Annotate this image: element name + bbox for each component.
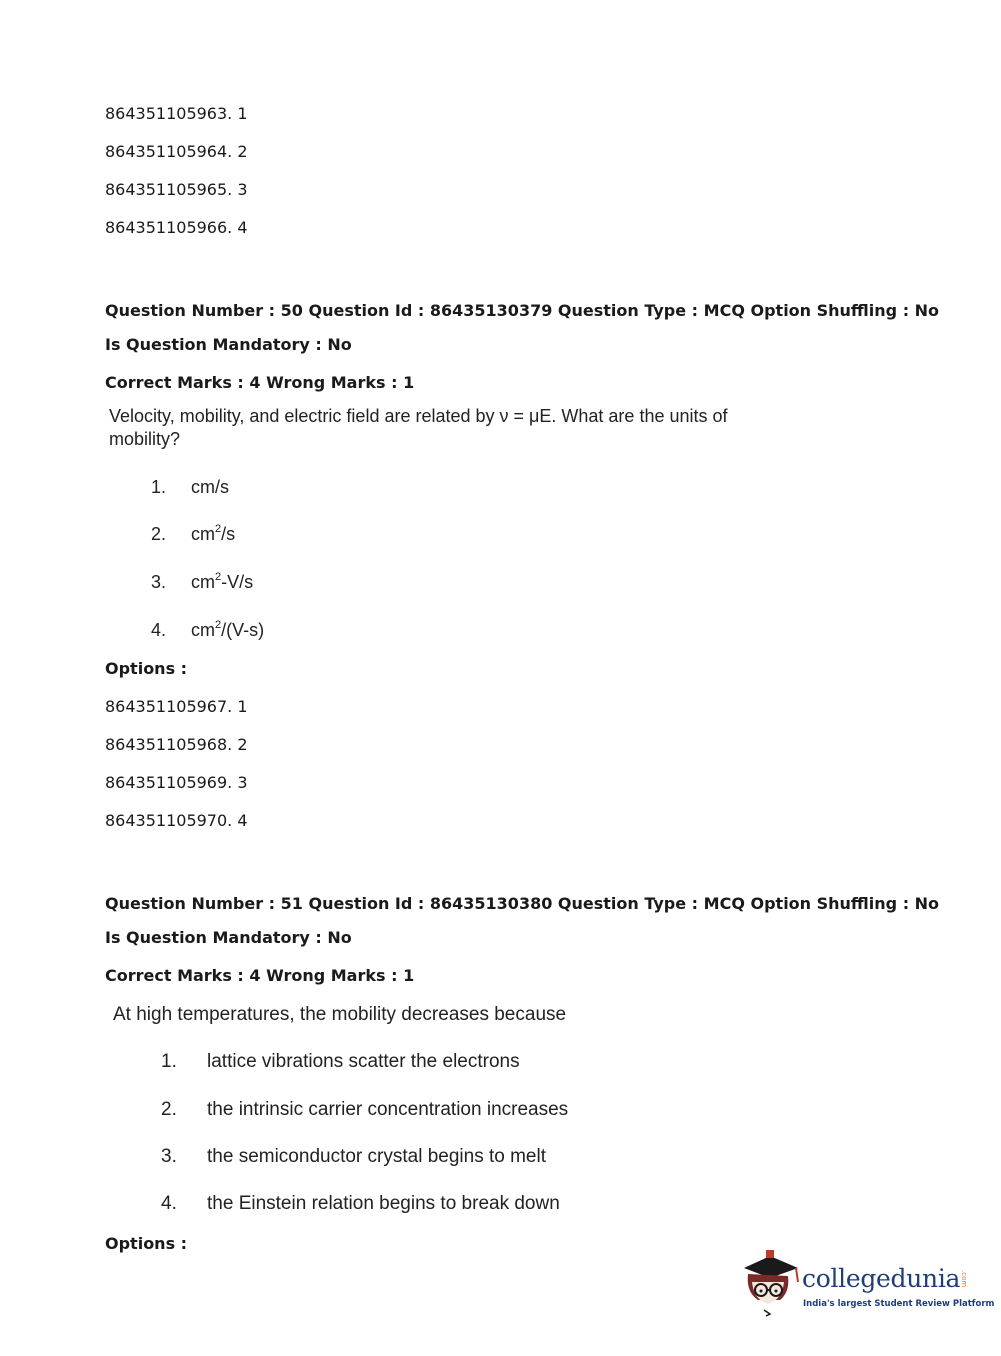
q50-choice-3-base: cm [191,572,215,592]
q50-choice-1-number: 1. [151,477,167,497]
q50-option-3: 864351105969. 3 [105,773,248,792]
q51-choice-4-number: 4. [161,1193,177,1214]
q51-choice-3-number: 3. [161,1146,177,1167]
q51-choice-4 [161,1193,560,1215]
logo-domain: .com [960,1270,968,1288]
q50-question-line1: Velocity, mobility, and electric field are related by ν = μE. What are the units of [109,406,728,426]
q50-choice-3-sup: 2 [215,571,222,583]
q50-mandatory: Is Question Mandatory : No [105,335,352,354]
q50-option-2: 864351105968. 2 [105,735,248,754]
collegedunia-logo [740,1248,995,1318]
q51-header: Question Number : 51 Question Id : 86435130380 Question Type : MCQ Option Shuffling : No [105,894,940,913]
logo-tagline: India's largest Student Review Platform [803,1299,995,1309]
q51-choice-4-text: the Einstein relation begins to break down [207,1193,560,1214]
q51-options-label: Options : [105,1234,188,1253]
q50-question-line2: mobility? [109,429,181,449]
q50-question-text [109,405,728,451]
q51-choice-2 [161,1099,568,1121]
q50-choice-2-number: 2. [151,524,167,544]
q51-choice-2-number: 2. [161,1099,177,1120]
prev-option-1: 864351105963. 1 [105,104,248,123]
q51-choice-3-text: the semiconductor crystal begins to melt [207,1146,546,1167]
prev-option-4: 864351105966. 4 [105,218,248,237]
q50-choice-1-text: cm/s [191,477,229,497]
q51-choice-1 [161,1051,520,1073]
q51-choice-3 [161,1146,546,1168]
q51-question-text: At high temperatures, the mobility decreases because [113,1004,567,1025]
q50-header: Question Number : 50 Question Id : 86435130379 Question Type : MCQ Option Shuffling : No [105,301,940,320]
q50-choice-4-sup: 2 [215,619,222,631]
q50-choice-3 [151,572,253,593]
q50-choice-2-base: cm [191,524,215,544]
q51-choice-1-text: lattice vibrations scatter the electrons [207,1051,520,1072]
q50-choice-2 [151,524,235,545]
q51-marks: Correct Marks : 4 Wrong Marks : 1 [105,966,415,985]
prev-option-2: 864351105964. 2 [105,142,248,161]
q51-choice-2-text: the intrinsic carrier concentration increases [207,1099,569,1120]
q50-options-label: Options : [105,659,188,678]
q50-choice-3-number: 3. [151,572,167,592]
mascot-icon [740,1248,802,1318]
q50-choice-2-rest: /s [221,524,236,544]
q51-mandatory: Is Question Mandatory : No [105,928,352,947]
q50-choice-4 [151,620,264,641]
q51-choice-1-number: 1. [161,1051,177,1072]
q50-choice-3-rest: -V/s [221,572,254,592]
logo-wordmark: collegedunia [802,1264,961,1293]
q50-option-4: 864351105970. 4 [105,811,248,830]
q50-choice-4-base: cm [191,620,215,640]
q50-option-1: 864351105967. 1 [105,697,248,716]
q50-choice-4-number: 4. [151,620,167,640]
prev-option-3: 864351105965. 3 [105,180,248,199]
q50-choice-4-rest: /(V-s) [221,620,265,640]
q50-choice-2-sup: 2 [215,523,222,535]
q50-choice-1 [151,477,229,498]
q50-marks: Correct Marks : 4 Wrong Marks : 1 [105,373,415,392]
